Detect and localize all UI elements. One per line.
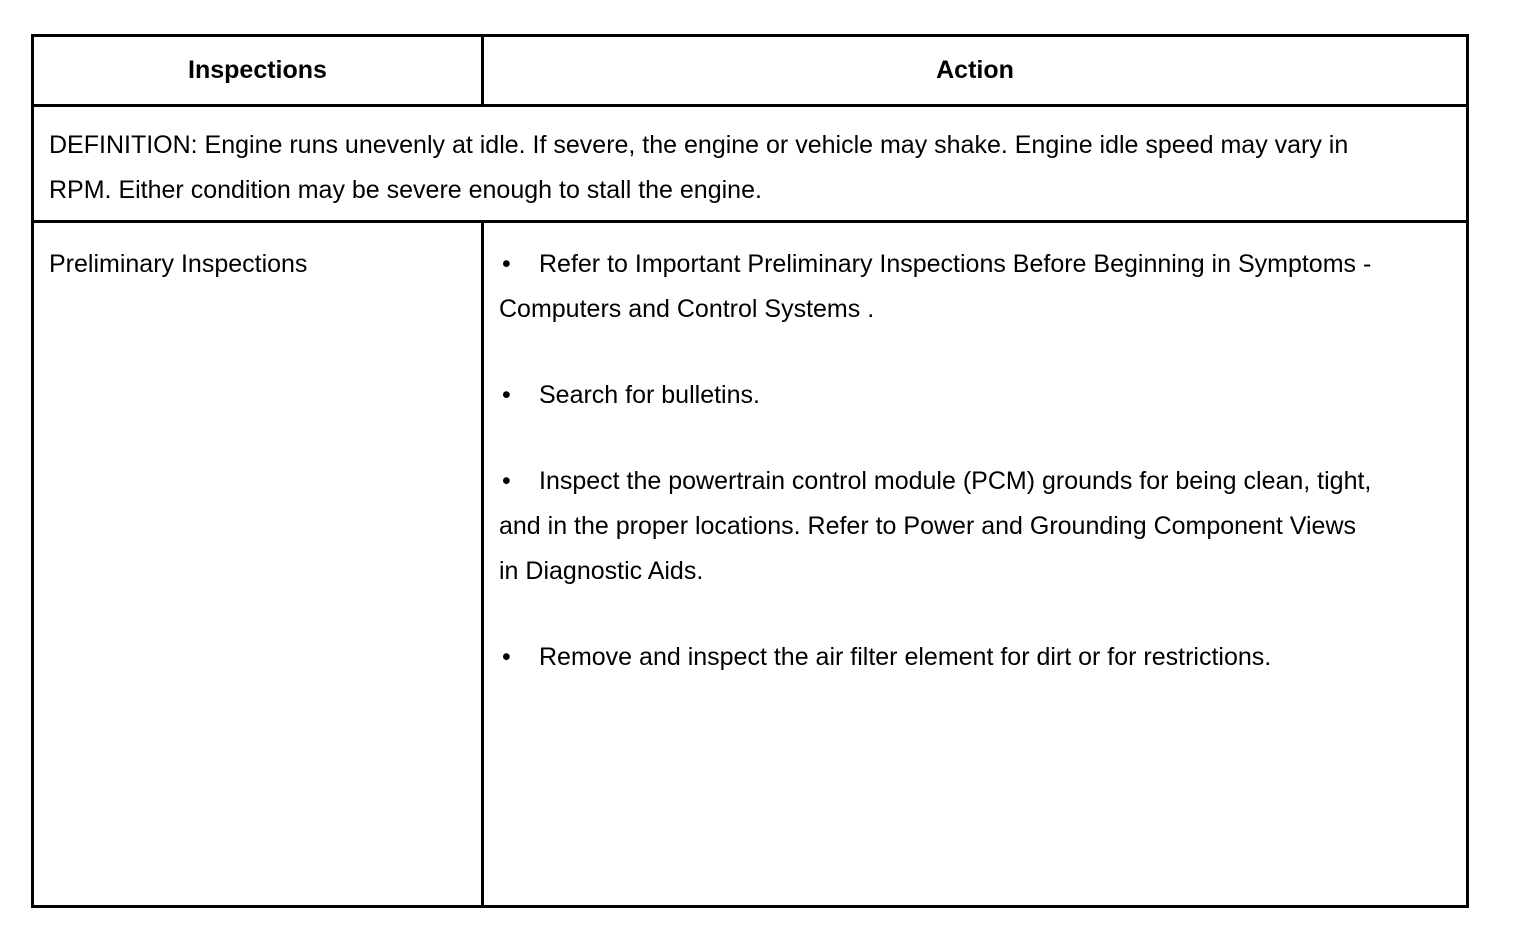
bullet-icon: • <box>502 643 511 671</box>
row-divider <box>34 104 1466 107</box>
header-action: Action <box>936 56 1014 84</box>
bullet-icon: • <box>502 250 511 278</box>
action-item <box>499 373 1379 418</box>
symptom-table <box>31 34 1469 908</box>
definition-text: DEFINITION: Engine runs unevenly at idle. If severe, the engine or vehicle may shake. Engine idle speed may vary in RPM. Either condition may be severe enough to stall the engine. <box>49 131 1349 204</box>
action-text: Refer to Important Preliminary Inspections Before Beginning in Symptoms - Computers and Control Systems . <box>499 250 1372 323</box>
inspection-label: Preliminary Inspections <box>49 250 308 278</box>
action-text: Inspect the powertrain control module (PCM) grounds for being clean, tight, and in the proper locations. Refer to Power and Grounding Component Views in Diagnostic Aids. <box>499 467 1372 585</box>
bullet-icon: • <box>502 467 511 495</box>
action-text: Search for bulletins. <box>539 381 760 409</box>
action-item <box>499 635 1379 680</box>
action-text: Remove and inspect the air filter element for dirt or for restrictions. <box>539 643 1272 671</box>
action-item <box>499 242 1379 332</box>
column-divider <box>481 223 484 905</box>
bullet-icon: • <box>502 381 511 409</box>
row-divider <box>34 220 1466 223</box>
action-item <box>499 459 1379 594</box>
column-divider <box>481 37 484 104</box>
action-list <box>499 242 1379 721</box>
header-inspections: Inspections <box>188 56 327 84</box>
